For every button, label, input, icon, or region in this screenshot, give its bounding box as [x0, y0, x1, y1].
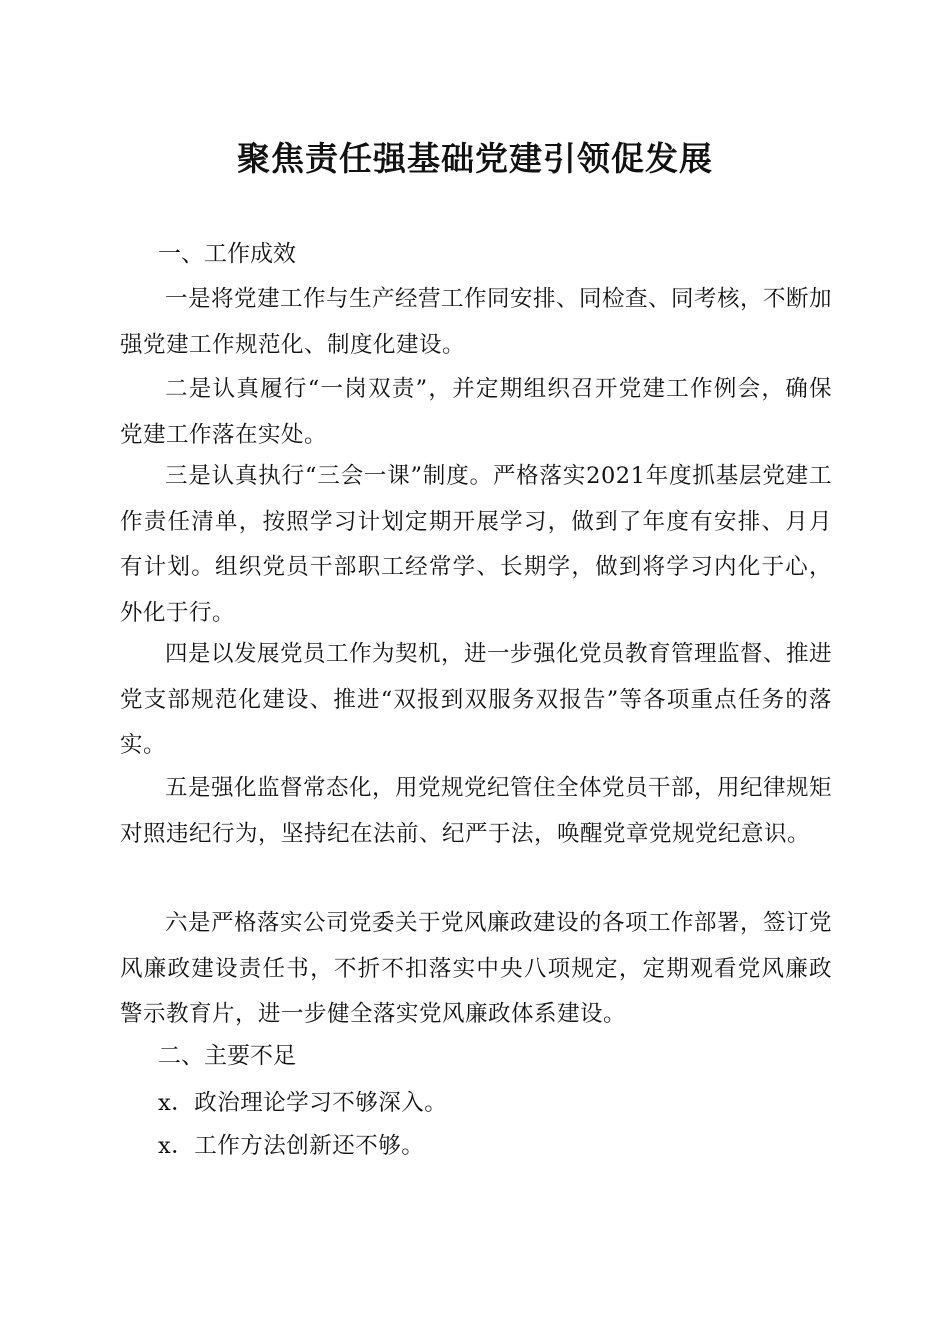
paragraph-5: 五是强化监督常态化，用党规党纪管住全体党员干部，用纪律规矩对照违纪行为，坚持纪在法前、纪严于法，唤醒党章党规党纪意识。 — [120, 775, 833, 847]
section-heading-achievements: 一、工作成效 — [158, 241, 296, 267]
paragraph-1: 一是将党建工作与生产经营工作同安排、同检查、同考核，不断加强党建工作规范化、制度化建设。 — [120, 286, 833, 358]
paragraph-3: 三是认真执行“三会一课”制度。严格落实2021年度抓基层党建工作责任清单，按照学习计划定期开展学习，做到了年度有安排、月月有计划。组织党员干部职工经常学、长期学，做到将学习内化于心，外化于行。 — [120, 463, 832, 626]
paragraph-6: 六是严格落实公司党委关于党风廉政建设的各项工作部署，签订党风廉政建设责任书，不折不扣落实中央八项规定，定期观看党风廉政警示教育片，进一步健全落实党风廉政体系建设。 — [120, 910, 833, 1027]
paragraph-2: 二是认真履行“一岗双责”，并定期组织召开党建工作例会，确保党建工作落在实处。 — [120, 376, 832, 448]
shortcoming-item-1: x．政治理论学习不够深入。 — [158, 1090, 448, 1116]
section-heading-shortcomings: 二、主要不足 — [158, 1043, 296, 1069]
shortcoming-item-2: x．工作方法创新还不够。 — [158, 1133, 425, 1159]
document-title: 聚焦责任强基础党建引领促发展 — [237, 139, 713, 178]
paragraph-4: 四是以发展党员工作为契机，进一步强化党员教育管理监督、推进党支部规范化建设、推进“双报到双服务双报告”等各项重点任务的落实。 — [120, 641, 833, 758]
